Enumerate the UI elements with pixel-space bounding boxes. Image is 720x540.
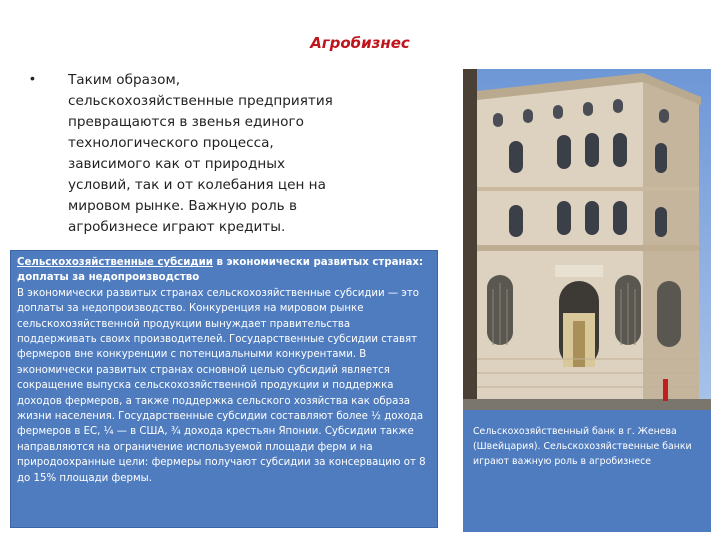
bullet-marker: •	[30, 70, 35, 86]
photo-caption: Сельскохозяйственный банк в г. Женева (Швейцария). Сельскохозяйственные банки играют важную роль в агробизнесе	[473, 426, 692, 467]
bank-building-illustration	[463, 69, 711, 410]
subsidies-info-box	[10, 250, 438, 528]
info-box-body: В экономически развитых странах сельскохозяйственные субсидии — это доплаты за недопроизводство. Конкуренция на мировом рынке сельскохозяйственной продукции вынуждает правительства поддерживать своих производителей. Государственные субсидии ставят фермеров вне конкуренции с потенциальными конкурентами. В экономически развитых странах основной целью субсидий является сокращение выпуска сельскохозяйственной продукции и поддержка доходов фермеров, а также поддержка сельского хозяйства как образа жизни населения. Государственные субсидии составляют более ½ дохода фермеров в ЕС, ¼ — в США, ¾ дохода крестьян Японии. Субсидии также направляются на ограничение используемой площади ферм и на природоохранные цели: фермеры получают субсидии за консервацию от 8 до 15% площади фермы.	[17, 287, 426, 484]
info-box-heading-rest: в экономически развитых странах: доплаты за недопроизводство	[17, 257, 424, 284]
info-box-heading-underlined: Сельскохозяйственные субсидии	[17, 257, 213, 268]
photo-caption-box	[463, 410, 711, 532]
bullet-text: Таким образом, сельскохозяйственные предприятия превращаются в звенья единого технологического процесса, зависимого как от природных условий, так и от колебания цен на мировом рынке. Важную роль в агробизнесе играют кредиты.	[68, 72, 333, 235]
info-box-heading	[17, 255, 431, 286]
slide-title: Агробизнес	[310, 34, 410, 52]
bank-building-photo	[463, 69, 711, 410]
